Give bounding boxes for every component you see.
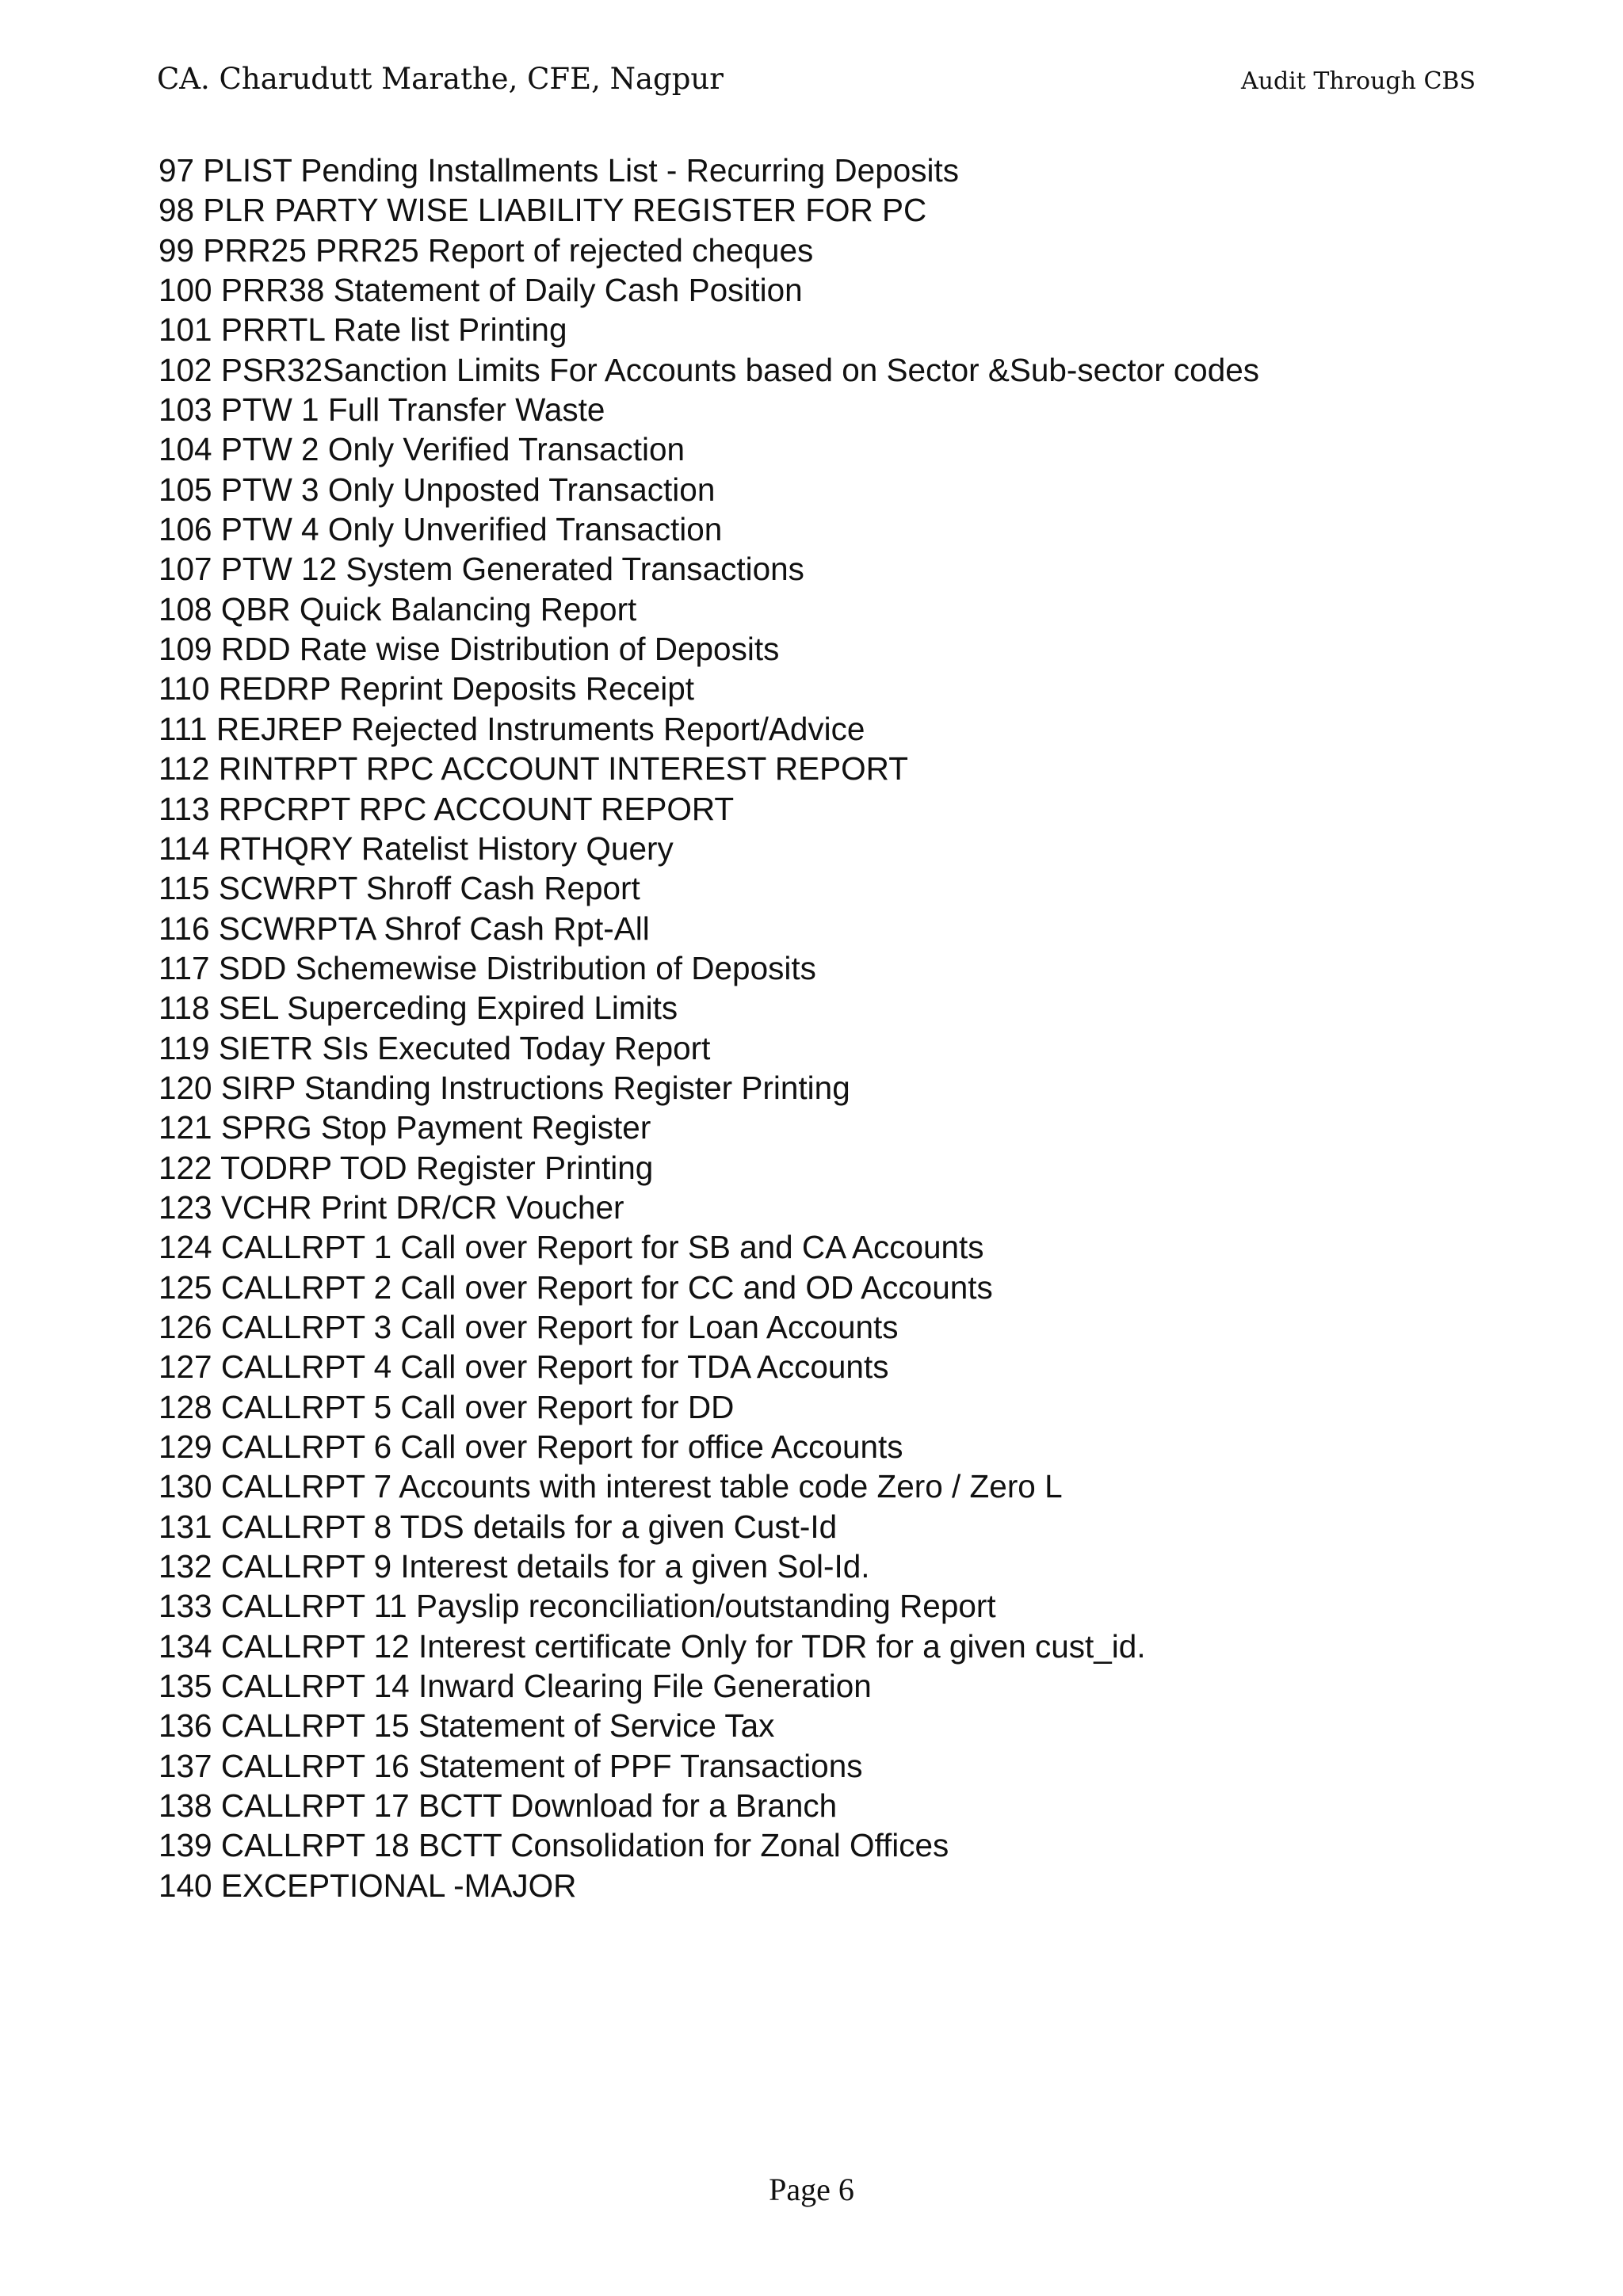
list-item: 118 SEL Superceding Expired Limits [158, 990, 678, 1027]
list-item: 104 PTW 2 Only Verified Transaction [158, 431, 685, 468]
list-item: 100 PRR38 Statement of Daily Cash Position [158, 272, 803, 309]
list-item: 132 CALLRPT 9 Interest details for a given Sol-Id. [158, 1548, 870, 1585]
list-item: 114 RTHQRY Ratelist History Query [158, 830, 674, 867]
list-item: 103 PTW 1 Full Transfer Waste [158, 391, 605, 429]
list-item: 138 CALLRPT 17 BCTT Download for a Branch [158, 1787, 838, 1825]
list-item: 116 SCWRPTA Shrof Cash Rpt-All [158, 910, 650, 947]
page-number: Page 6 [769, 2172, 854, 2207]
list-item: 111 REJREP Rejected Instruments Report/Advice [158, 710, 865, 747]
list-item: 129 CALLRPT 6 Call over Report for office Accounts [158, 1428, 903, 1465]
list-item: 131 CALLRPT 8 TDS details for a given Cust-Id [158, 1508, 838, 1545]
report-list [158, 151, 1490, 1905]
list-item: 109 RDD Rate wise Distribution of Deposits [158, 631, 780, 668]
list-item: 122 TODRP TOD Register Printing [158, 1149, 654, 1186]
list-item: 97 PLIST Pending Installments List - Recurring Deposits [158, 152, 959, 189]
header-title: Audit Through CBS [1240, 67, 1476, 95]
header-author: CA. Charudutt Marathe, CFE, Nagpur [157, 62, 724, 96]
page-header [0, 0, 1623, 158]
list-item: 115 SCWRPT Shroff Cash Report [158, 870, 640, 907]
list-item: 120 SIRP Standing Instructions Register Printing [158, 1069, 850, 1106]
list-item: 123 VCHR Print DR/CR Voucher [158, 1188, 624, 1226]
list-item: 124 CALLRPT 1 Call over Report for SB and CA Accounts [158, 1229, 984, 1266]
list-item: 119 SIETR SIs Executed Today Report [158, 1029, 711, 1066]
list-item: 135 CALLRPT 14 Inward Clearing File Generation [158, 1668, 872, 1705]
list-item: 112 RINTRPT RPC ACCOUNT INTEREST REPORT [158, 750, 908, 788]
list-item: 125 CALLRPT 2 Call over Report for CC and OD Accounts [158, 1268, 993, 1306]
list-item: 113 RPCRPT RPC ACCOUNT REPORT [158, 790, 735, 827]
list-item: 139 CALLRPT 18 BCTT Consolidation for Zonal Offices [158, 1827, 949, 1864]
list-item: 130 CALLRPT 7 Accounts with interest table code Zero / Zero L [158, 1468, 1063, 1505]
list-item: 126 CALLRPT 3 Call over Report for Loan Accounts [158, 1308, 899, 1345]
list-item: 108 QBR Quick Balancing Report [158, 590, 637, 627]
list-item: 106 PTW 4 Only Unverified Transaction [158, 511, 723, 548]
list-item: 117 SDD Schemewise Distribution of Deposits [158, 949, 816, 986]
list-item: 105 PTW 3 Only Unposted Transaction [158, 471, 716, 508]
list-item: 110 REDRP Reprint Deposits Receipt [158, 670, 695, 707]
list-item: 98 PLR PARTY WISE LIABILITY REGISTER FOR PC [158, 192, 927, 229]
list-item: 101 PRRTL Rate list Printing [158, 311, 567, 349]
list-item: 99 PRR25 PRR25 Report of rejected cheques [158, 231, 814, 269]
list-item: 140 EXCEPTIONAL -MAJOR [158, 1867, 577, 1904]
list-item: 127 CALLRPT 4 Call over Report for TDA Accounts [158, 1348, 889, 1386]
list-item: 128 CALLRPT 5 Call over Report for DD [158, 1388, 735, 1425]
list-item: 133 CALLRPT 11 Payslip reconciliation/outstanding Report [158, 1588, 996, 1625]
list-item: 134 CALLRPT 12 Interest certificate Only for TDR for a given cust_id. [158, 1627, 1146, 1665]
list-item: 136 CALLRPT 15 Statement of Service Tax [158, 1707, 775, 1745]
list-item: 121 SPRG Stop Payment Register [158, 1109, 651, 1146]
list-item: 102 PSR32Sanction Limits For Accounts based on Sector &Sub-sector codes [158, 351, 1260, 388]
list-item: 137 CALLRPT 16 Statement of PPF Transactions [158, 1747, 863, 1784]
list-item: 107 PTW 12 System Generated Transactions [158, 551, 804, 588]
